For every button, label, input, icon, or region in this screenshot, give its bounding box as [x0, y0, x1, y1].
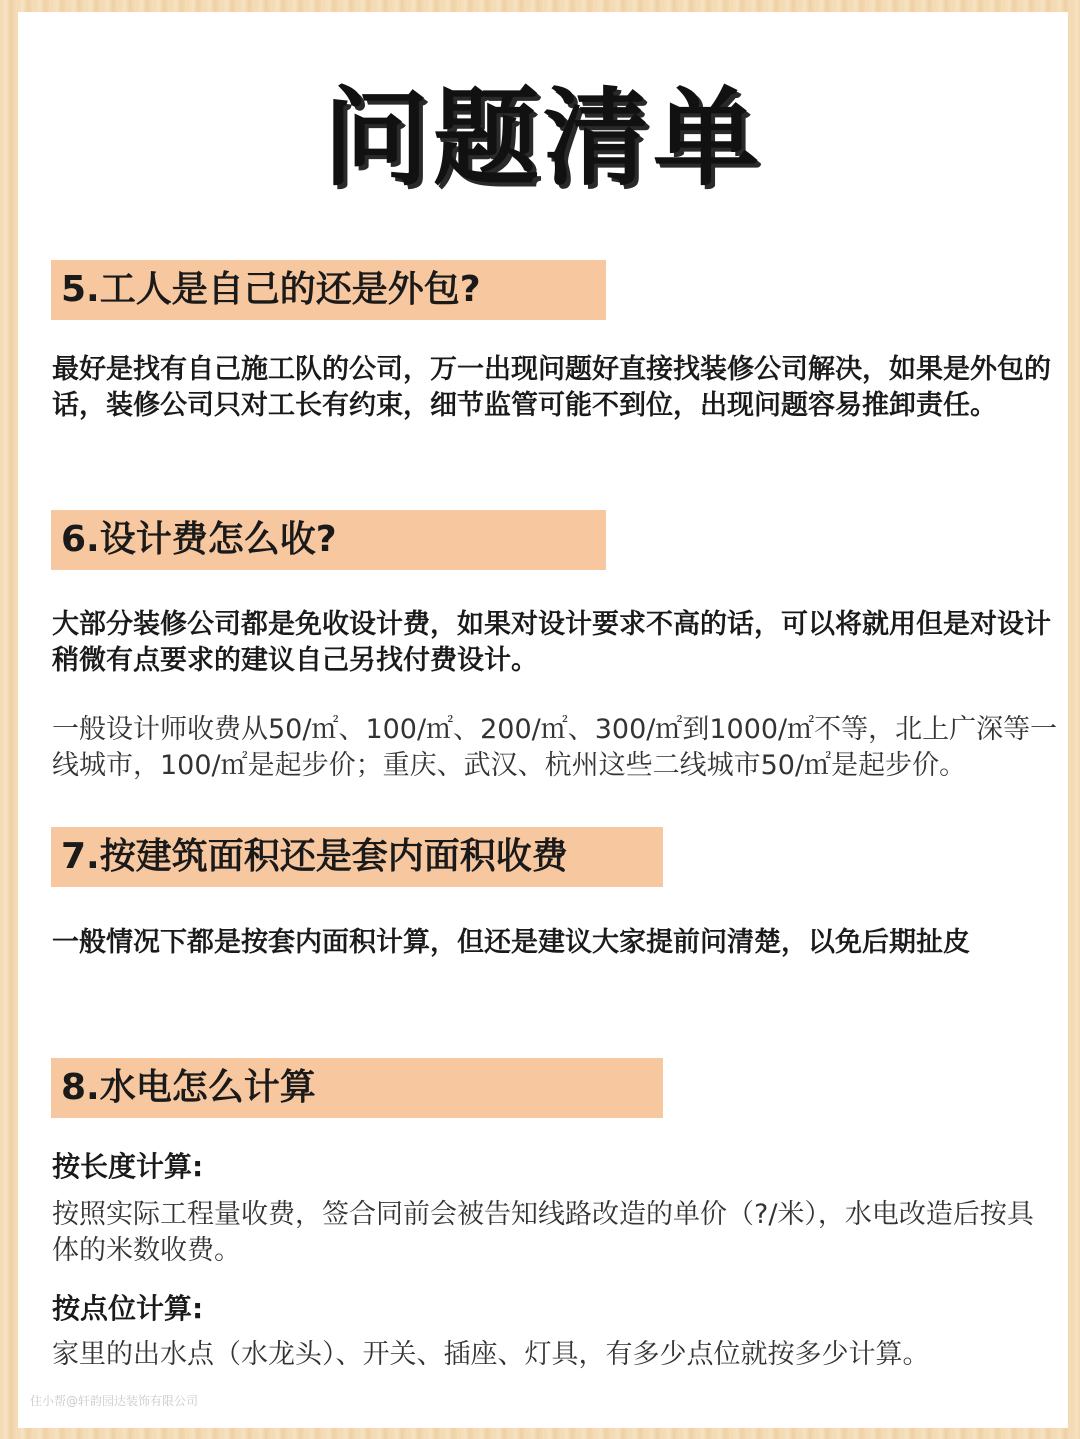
section-6-note: 一般设计师收费从50/㎡、100/㎡、200/㎡、300/㎡到1000/㎡不等，北上广深等一线城市，100/㎡是起步价；重庆、武汉、杭州这些二线城市50/㎡是起步价。 [52, 714, 1058, 781]
section-8-sub2-body: 家里的出水点（水龙头）、开关、插座、灯具，有多少点位就按多少计算。 [52, 1339, 930, 1370]
section-7-body: 一般情况下都是按套内面积计算，但还是建议大家提前问清楚，以免后期扯皮 [52, 927, 970, 958]
section-8-sub1-body: 按照实际工程量收费，签合同前会被告知线路改造的单价（?/米），水电改造后按具体的米数收费。 [52, 1199, 1034, 1266]
section-6-heading: 6.设计费怎么收? [51, 510, 606, 570]
content-card [18, 12, 1068, 1428]
section-8-heading: 8.水电怎么计算 [51, 1058, 663, 1118]
section-8-sub2: 按点位计算: [52, 1292, 204, 1325]
page-title: 问题清单 [323, 77, 763, 200]
section-5-heading: 5.工人是自己的还是外包? [51, 260, 606, 320]
section-6-body: 大部分装修公司都是免收设计费，如果对设计要求不高的话，可以将就用但是对设计稍微有点要求的建议自己另找付费设计。 [52, 609, 1051, 676]
section-8-sub1: 按长度计算: [52, 1150, 204, 1183]
watermark: 住小帮@轩韵园达装饰有限公司 [30, 1394, 199, 1408]
section-7-heading: 7.按建筑面积还是套内面积收费 [51, 827, 663, 887]
section-5-body: 最好是找有自己施工队的公司，万一出现问题好直接找装修公司解决，如果是外包的话，装修公司只对工长有约束，细节监管可能不到位，出现问题容易推卸责任。 [52, 354, 1051, 421]
